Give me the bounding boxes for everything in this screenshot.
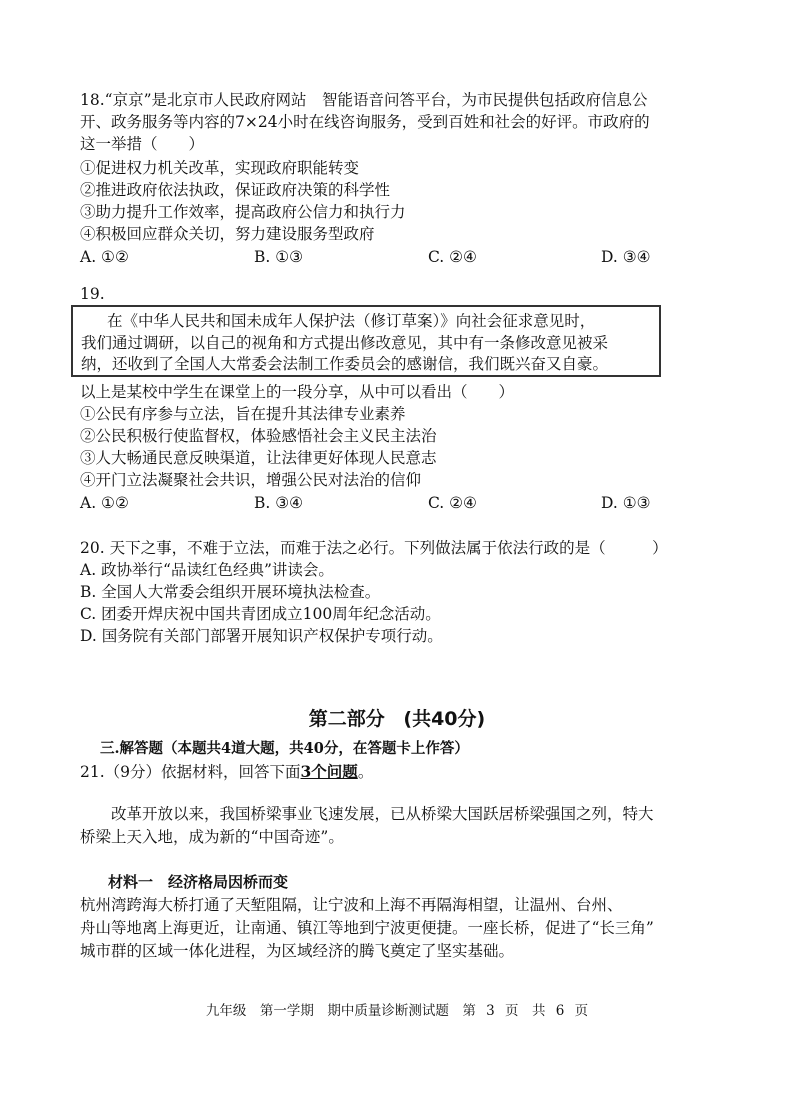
q19-statement-1: ①公民有序参与立法，旨在提升其法律专业素养 [80, 405, 406, 423]
q21-stem-suffix: 。 [357, 763, 374, 781]
q21-intro-line-1: 改革开放以来，我国桥梁事业飞速发展，已从桥梁大国跃居桥梁强国之列，特大 [111, 805, 654, 823]
q20-option-c: C. 团委开焊庆祝中国共青团成立100周年纪念活动。 [80, 605, 441, 623]
part-two-title-main: 第二部分 [308, 708, 385, 730]
q19-quote-box [71, 305, 661, 377]
q18-stem-line-1: 18.“京京”是北京市人民政府网站 智能语音问答平台，为市民提供包括政府信息公 [80, 91, 648, 109]
q18-option-b: B. ①③ [254, 248, 304, 266]
q18-statement-4: ④积极回应群众关切，努力建设服务型政府 [80, 225, 375, 243]
q18-statement-1: ①促进权力机关改革，实现政府职能转变 [80, 159, 360, 177]
section-three-header: 三.解答题（本题共4道大题，共40分，在答题卡上作答） [100, 740, 469, 757]
material-one-title: 材料一 经济格局因桥而变 [108, 873, 289, 891]
q18-statement-3: ③助力提升工作效率，提高政府公信力和执行力 [80, 203, 406, 221]
q19-statement-2: ②公民积极行使监督权，体验感悟社会主义民主法治 [80, 427, 437, 445]
q20-stem: 20. 天下之事，不难于立法，而难于法之必行。下列做法属于依法行政的是（ ） [80, 539, 668, 557]
q21-intro-line-2: 桥梁上天入地，成为新的“中国奇迹”。 [80, 828, 344, 846]
part-two-title-score: (共40分) [403, 708, 486, 730]
page-footer: 九年级 第一学期 期中质量诊断测试题 第 3 页 共 6 页 [205, 1003, 589, 1019]
q18-statement-2: ②推进政府依法执政，保证政府决策的科学性 [80, 181, 391, 199]
q21-stem [80, 761, 373, 783]
part-two-title [0, 704, 794, 731]
q19-option-b: B. ③④ [254, 494, 304, 512]
q18-stem-line-3: 这一举措（ ） [80, 135, 205, 153]
q20-option-a: A. 政协举行“品读红色经典”讲读会。 [80, 561, 334, 579]
q19-quote-line-2: 我们通过调研，以自己的视角和方式提出修改意见，其中有一条修改意见被采 [81, 334, 609, 352]
q19-option-d: D. ①③ [601, 494, 651, 512]
q18-option-d: D. ③④ [601, 248, 651, 266]
q18-stem-line-2: 开、政务服务等内容的7×24小时在线咨询服务，受到百姓和社会的好评。市政府的 [80, 113, 650, 131]
q20-option-b: B. 全国人大常委会组织开展环境执法检查。 [80, 583, 381, 601]
q18-option-a: A. ①② [80, 248, 129, 266]
q21-stem-prefix: 21.（9分）依据材料，回答下面 [80, 763, 301, 781]
q20-option-d: D. 国务院有关部门部署开展知识产权保护专项行动。 [80, 627, 443, 645]
q19-quote-line-3: 纳，还收到了全国人大常委会法制工作委员会的感谢信，我们既兴奋又自豪。 [81, 355, 609, 373]
q19-statement-4: ④开门立法凝聚社会共识，增强公民对法治的信仰 [80, 471, 422, 489]
material-one-line-3: 城市群的区域一体化进程，为区域经济的腾飞奠定了坚实基础。 [80, 942, 515, 960]
q19-option-c: C. ②④ [428, 494, 477, 512]
q18-option-c: C. ②④ [428, 248, 477, 266]
material-one-line-2: 舟山等地离上海更近，让南通、镇江等地到宁波更便捷。一座长桥，促进了“长三角” [80, 919, 654, 937]
q19-option-a: A. ①② [80, 494, 129, 512]
q19-quote-line-1: 在《中华人民共和国未成年人保护法（修订草案）》向社会征求意见时， [107, 312, 596, 330]
q19-stem: 以上是某校中学生在课堂上的一段分享，从中可以看出（ ） [80, 383, 515, 401]
q19-statement-3: ③人大畅通民意反映渠道，让法律更好体现人民意志 [80, 449, 437, 467]
material-one-line-1: 杭州湾跨海大桥打通了天堑阻隔，让宁波和上海不再隔海相望，让温州、台州、 [80, 896, 623, 914]
q21-stem-emphasis: 3个问题 [300, 762, 358, 781]
q19-number: 19. [80, 285, 105, 303]
